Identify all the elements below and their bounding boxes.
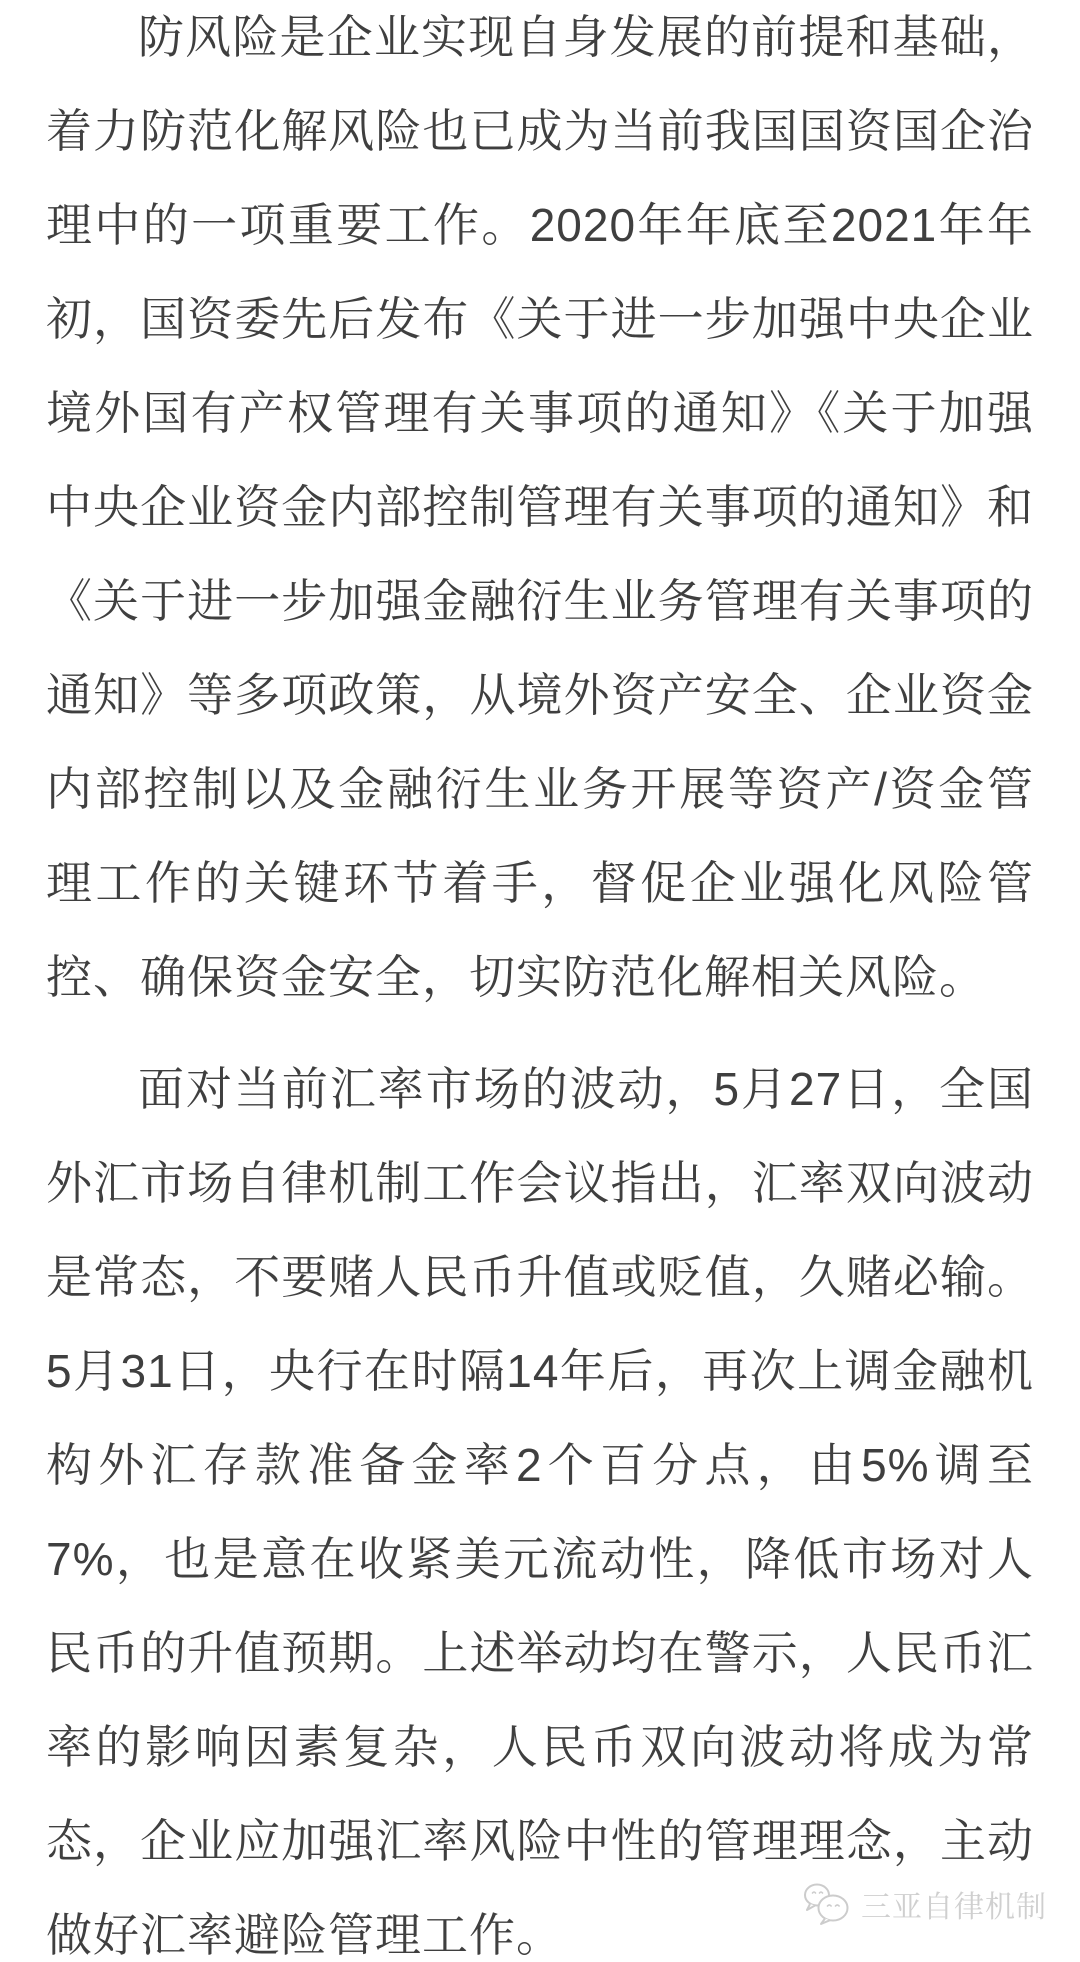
text-line: 中央企业资金内部控制管理有关事项的通知》和 <box>46 481 1034 533</box>
paragraph-risk-prevention <box>46 0 1034 1024</box>
text-line: 内部控制以及金融衍生业务开展等资产/资金管 <box>46 763 1034 815</box>
paragraph-exchange-rate <box>46 1042 1034 1962</box>
text-line: 《关于进一步加强金融衍生业务管理有关事项的 <box>46 575 1034 627</box>
text-line: 控、确保资金安全，切实防范化解相关风险。 <box>46 951 986 1003</box>
text-line: 外汇市场自律机制工作会议指出，汇率双向波动 <box>46 1157 1034 1209</box>
text-line: 初，国资委先后发布《关于进一步加强中央企业 <box>46 293 1034 345</box>
account-watermark <box>803 1882 1047 1926</box>
text-line: 面对当前汇率市场的波动，5月27日，全国 <box>138 1063 1034 1115</box>
text-line: 7%，也是意在收紧美元流动性，降低市场对人 <box>46 1533 1034 1585</box>
text-line: 构外汇存款准备金率2个百分点，由5%调至 <box>46 1439 1034 1491</box>
text-line: 5月31日，央行在时隔14年后，再次上调金融机 <box>46 1345 1034 1397</box>
text-line: 理工作的关键环节着手，督促企业强化风险管 <box>46 857 1034 909</box>
text-line: 是常态，不要赌人民币升值或贬值，久赌必输。 <box>46 1251 1034 1303</box>
text-line: 防风险是企业实现自身发展的前提和基础， <box>138 11 1034 63</box>
text-line: 做好汇率避险管理工作。 <box>46 1909 563 1961</box>
text-line: 态，企业应加强汇率风险中性的管理理念，主动 <box>46 1815 1034 1867</box>
text-line: 通知》等多项政策，从境外资产安全、企业资金 <box>46 669 1034 721</box>
watermark-label: 三亚自律机制 <box>861 1891 1047 1924</box>
text-line: 着力防范化解风险也已成为当前我国国资国企治 <box>46 105 1034 157</box>
wechat-chat-bubbles-icon <box>803 1882 851 1926</box>
text-line: 境外国有产权管理有关事项的通知》《关于加强 <box>46 387 1034 439</box>
text-line: 理中的一项重要工作。2020年年底至2021年年 <box>46 199 1034 251</box>
text-line: 民币的升值预期。上述举动均在警示，人民币汇 <box>46 1627 1034 1679</box>
text-line: 率的影响因素复杂，人民币双向波动将成为常 <box>46 1721 1034 1773</box>
